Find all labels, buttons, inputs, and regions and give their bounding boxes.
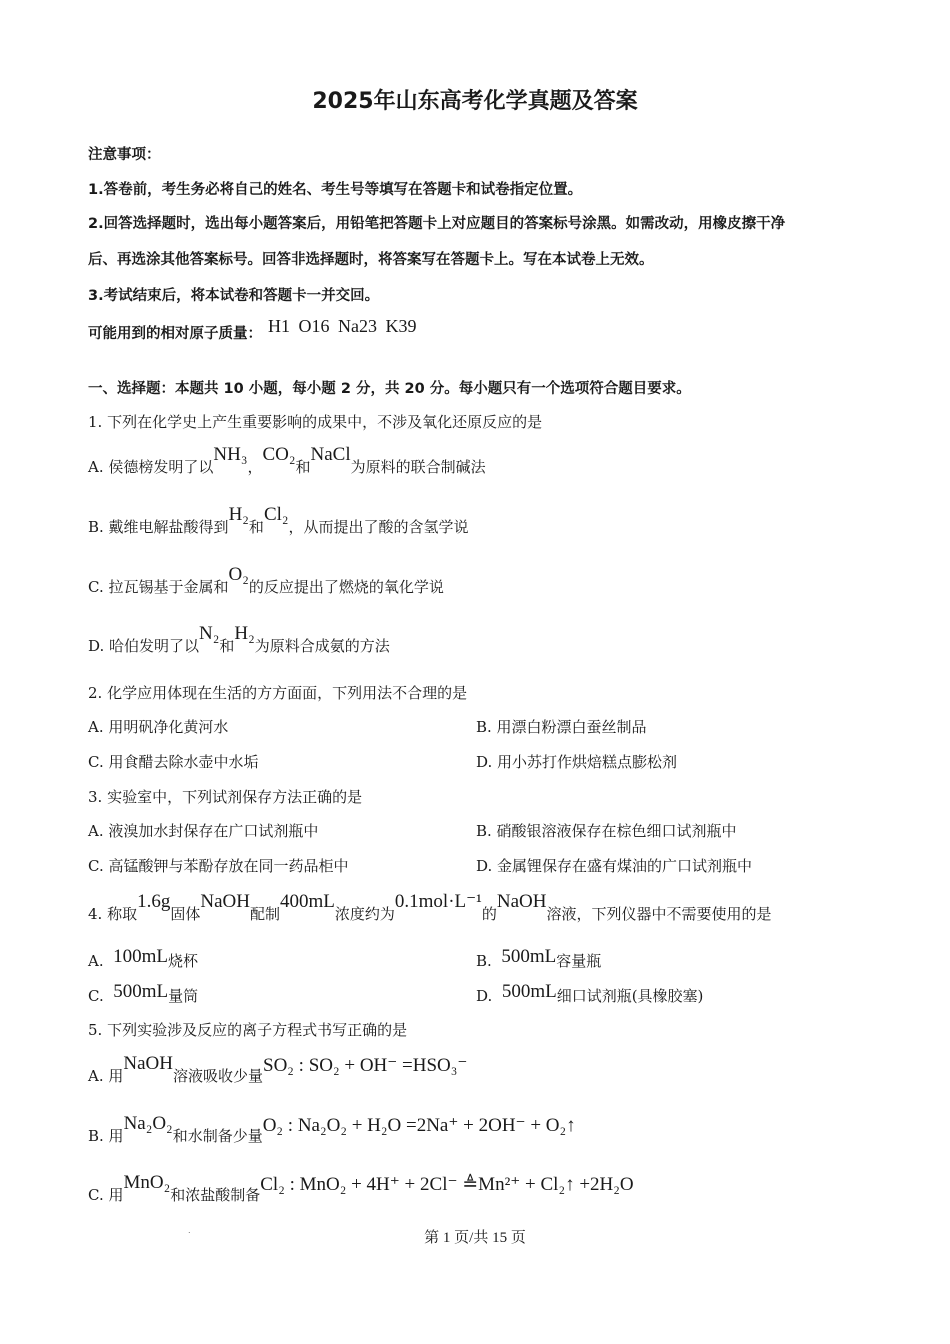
atomic-mass-values: H1 O16 Na23 K39: [268, 316, 417, 336]
page-title: 2025年山东高考化学真题及答案: [312, 89, 638, 114]
q3-option-d: D. 金属锂保存在盛有煤油的广口试剂瓶中: [476, 857, 753, 875]
q1-stem: 1. 下列在化学史上产生重要影响的成果中，不涉及氧化还原反应的是: [88, 413, 543, 431]
q3-stem: 3. 实验室中，下列试剂保存方法正确的是: [88, 788, 363, 806]
option-label: B.: [476, 952, 492, 970]
conjunction: 和: [248, 518, 264, 536]
atomic-mass-label: 可能用到的相对原子质量：: [88, 326, 262, 342]
notice-item-3: 3.考试结束后，将本试卷和答题卡一并交回。: [88, 288, 380, 304]
stem-text: 的: [481, 905, 497, 923]
option-label: D. 哈伯发明了以: [88, 637, 200, 655]
stem-text: 4. 称取: [88, 905, 138, 923]
q1-option-d: [88, 623, 390, 657]
section-heading: 一、选择题：本题共 10 小题，每小题 2 分，共 20 分。每小题只有一个选项符合题目要求。: [88, 381, 691, 397]
formula: N₂: [199, 623, 220, 644]
formula: 100mL: [113, 946, 169, 967]
option-label: B. 用: [88, 1127, 124, 1145]
option-text: 和浓盐酸制备: [170, 1186, 261, 1204]
formula: CO₂: [262, 444, 296, 465]
formula: H₂: [228, 504, 249, 525]
q2-option-c: C. 用食醋去除水壶中水垢: [88, 753, 259, 771]
formula: NaCl: [310, 444, 351, 465]
q5-stem: 5. 下列实验涉及反应的离子方程式书写正确的是: [88, 1021, 408, 1039]
conjunction: 和: [295, 458, 311, 476]
q4-option-a: [88, 946, 199, 972]
option-label: A. 侯德榜发明了以: [88, 458, 214, 476]
option-label: A.: [88, 952, 104, 970]
q3-option-c: C. 高锰酸钾与苯酚存放在同一药品柜中: [88, 857, 349, 875]
q5-option-c: [88, 1172, 634, 1206]
q3-option-b: B. 硝酸银溶液保存在棕色细口试剂瓶中: [476, 822, 737, 840]
q5-option-a: [88, 1053, 468, 1087]
formula: 500mL: [501, 981, 557, 1002]
atomic-mass-line: [88, 316, 417, 343]
formula: H₂: [234, 623, 255, 644]
option-label: C.: [88, 987, 104, 1005]
q2-option-a: A. 用明矾净化黄河水: [88, 718, 229, 736]
option-text: 量筒: [168, 987, 199, 1005]
q1-option-c: [88, 564, 444, 598]
ionic-equation: SO₂ : SO₂ + OH⁻ =HSO₃⁻: [263, 1055, 468, 1076]
option-text: 烧杯: [168, 952, 199, 970]
page-footer: 第 1 页/共 15 页: [424, 1230, 526, 1246]
option-text: 细口试剂瓶(具橡胶塞): [556, 987, 704, 1005]
q4-stem: [88, 891, 772, 925]
stem-text: 浓度约为: [334, 905, 395, 923]
conjunction: 和: [219, 637, 235, 655]
option-text: 和水制备少量: [172, 1127, 263, 1145]
q3-option-a: A. 液溴加水封保存在广口试剂瓶中: [88, 822, 319, 840]
option-text: 为原料的联合制碱法: [350, 458, 486, 476]
formula: NaOH: [200, 891, 250, 912]
footer-mark: .: [188, 1226, 191, 1235]
notice-item-1: 1.答卷前，考生务必将自己的姓名、考生号等填写在答题卡和试卷指定位置。: [88, 182, 583, 198]
notice-item-2-cont: 后、再选涂其他答案标号。回答非选择题时，将答案写在答题卡上。写在本试卷上无效。: [88, 252, 654, 268]
option-label: B. 戴维电解盐酸得到: [88, 518, 229, 536]
q2-option-d: D. 用小苏打作烘焙糕点膨松剂: [476, 753, 678, 771]
option-text: 为原料合成氨的方法: [254, 637, 390, 655]
q2-stem: 2. 化学应用体现在生活的方方面面，下列用法不合理的是: [88, 684, 468, 702]
option-text: 容量瓶: [556, 952, 602, 970]
notice-item-2: 2.回答选择题时，选出每小题答案后，用铅笔把答题卡上对应题目的答案标号涂黑。如需改动，用橡皮擦干净: [88, 216, 786, 232]
stem-text: 配制: [249, 905, 280, 923]
stem-text: 溶液，下列仪器中不需要使用的是: [546, 905, 772, 923]
option-label: D.: [476, 987, 493, 1005]
formula: 500mL: [501, 946, 557, 967]
formula: NaOH: [123, 1053, 173, 1074]
q4-option-c: [88, 981, 199, 1007]
formula: MnO₂: [123, 1172, 171, 1193]
q1-option-b: [88, 504, 469, 538]
option-label: C. 用: [88, 1186, 124, 1204]
stem-text: 固体: [170, 905, 201, 923]
option-label: C. 拉瓦锡基于金属和: [88, 578, 229, 596]
q4-option-b: [476, 946, 602, 972]
option-text: ，从而提出了酸的含氢学说: [288, 518, 469, 536]
option-text: 的反应提出了燃烧的氧化学说: [248, 578, 444, 596]
q5-option-b: [88, 1113, 576, 1147]
formula: 500mL: [113, 981, 169, 1002]
q1-option-a: [88, 444, 486, 478]
formula: 0.1mol·L⁻¹: [394, 891, 482, 912]
formula: 400mL: [279, 891, 335, 912]
formula: 1.6g: [137, 891, 171, 912]
notice-heading: 注意事项：: [88, 147, 161, 163]
q2-option-b: B. 用漂白粉漂白蚕丝制品: [476, 718, 647, 736]
separator: ，: [247, 458, 263, 476]
q4-option-d: [476, 981, 704, 1007]
option-text: 溶液吸收少量: [172, 1067, 263, 1085]
formula: Cl₂: [263, 504, 289, 525]
ionic-equation: Cl₂ : MnO₂ + 4H⁺ + 2Cl⁻ ≜Mn²⁺ + Cl₂↑ +2H₂O: [260, 1174, 634, 1195]
formula: NH₃: [213, 444, 248, 465]
formula: O₂: [228, 564, 249, 585]
ionic-equation: O₂ : Na₂O₂ + H₂O =2Na⁺ + 2OH⁻ + O₂↑: [262, 1115, 576, 1136]
formula: Na₂O₂: [123, 1113, 173, 1134]
formula: NaOH: [496, 891, 547, 912]
option-label: A. 用: [88, 1067, 124, 1085]
